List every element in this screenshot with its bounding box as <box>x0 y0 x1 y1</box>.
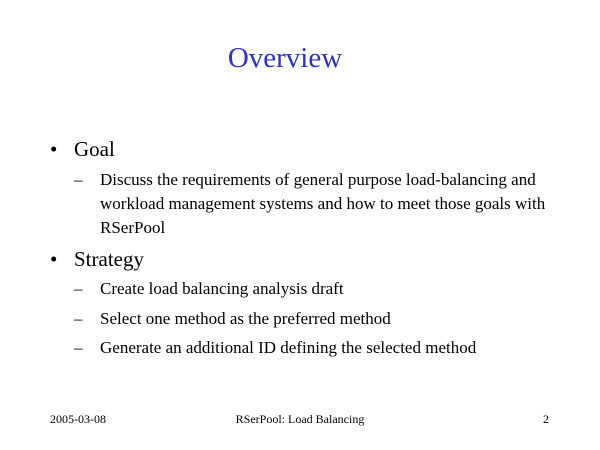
bullet-goal-label: Goal <box>74 137 115 161</box>
bullet-strategy-label: Strategy <box>74 247 144 271</box>
bullet-strategy <box>50 247 144 271</box>
sub-bullet-text: Create load balancing analysis draft <box>100 279 344 298</box>
sub-bullet-text: Select one method as the preferred method <box>100 309 391 328</box>
bullet-goal <box>50 137 115 161</box>
dash-icon: – <box>74 309 83 328</box>
dash-icon: – <box>74 279 83 298</box>
sub-bullet-strategy-1 <box>74 277 570 301</box>
footer-page-number: 2 <box>543 412 549 426</box>
footer-date: 2005-03-08 <box>50 412 106 426</box>
footer-title: RSerPool: Load Balancing <box>235 412 365 426</box>
sub-bullet-goal-1 <box>74 168 570 240</box>
slide-title: Overview <box>227 42 343 74</box>
sub-bullet-text: Generate an additional ID defining the selected method <box>100 338 477 357</box>
bullet-dot-icon: • <box>50 247 58 271</box>
bullet-dot-icon: • <box>50 137 58 161</box>
dash-icon: – <box>74 338 83 357</box>
sub-bullet-strategy-2 <box>74 307 570 331</box>
sub-bullet-text: Discuss the requirements of general purpose load-balancing and workload management systems and how to meet those goals with RSerPool <box>100 170 546 237</box>
dash-icon: – <box>74 170 83 189</box>
sub-bullet-strategy-3 <box>74 336 570 360</box>
